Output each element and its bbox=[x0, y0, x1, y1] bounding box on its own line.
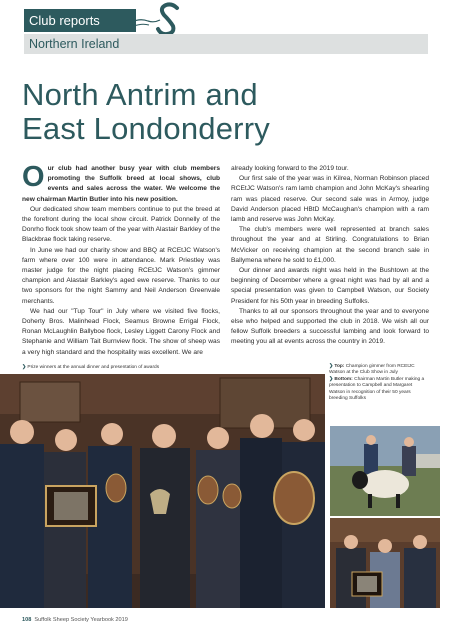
caption-top bbox=[329, 364, 429, 377]
caption-text: Prize winners at the annual dinner and presentation of awards bbox=[27, 365, 160, 370]
section-label-text: Club reports bbox=[29, 13, 100, 28]
page-number: 108 bbox=[22, 617, 32, 623]
caption-top-text: Champion gimmer from RCEtJC Watson at the Club Show in July bbox=[329, 364, 415, 376]
region-banner bbox=[24, 34, 428, 54]
paragraph: In June we had our charity show and BBQ at RCEtJC Watson's farm where over 100 were in attendance. Mark Priestley was master judge for the night placing RCEtJC Watson's gimmer champion and Alastair Barkley's aged ewe reserve. Thanks to our two sponsors for the night Sammy and Neil Anderson Greenvale merchants. bbox=[22, 246, 220, 305]
paragraph: Our dinner and awards night was held in the Bushtown at the beginning of December where a great night was had by all and a special presentation was given to Campbell Watson, our Society President for his 50th year in breeding Suffolks. bbox=[231, 267, 429, 305]
headline-line-1: North Antrim and bbox=[22, 77, 258, 112]
paragraph: Our dedicated show team members continue to put the breed at the forefront during the local show circuit. Patrick Donnelly of the Donrho flock took show team of the year with Alastair Barkley of the Blackbrae flock taking reserve. bbox=[22, 205, 220, 244]
page-footer bbox=[22, 617, 128, 623]
region-label: Northern Ireland bbox=[29, 37, 120, 51]
lead-text: ur club had another busy year with club members promoting the Suffolk breed at local shows, club events and sales across the water. We welcome the new chairman Martin Butler into his new position. bbox=[22, 165, 220, 203]
article-headline bbox=[22, 78, 432, 146]
presentation-photo bbox=[330, 518, 440, 608]
side-photos-caption bbox=[329, 364, 429, 402]
lead-paragraph bbox=[22, 161, 220, 205]
group-awards-photo bbox=[0, 374, 325, 608]
caption-bottom-label: Bottom: bbox=[334, 376, 353, 382]
article-column-left bbox=[22, 161, 220, 358]
champion-gimmer-photo bbox=[330, 426, 440, 516]
main-photo-caption bbox=[22, 365, 322, 371]
publication-name: Suffolk Sheep Society Yearbook 2019 bbox=[34, 617, 128, 623]
caption-bottom-text: Chairman Martin Butler making a presentation to Campbell and Margaret Watson in recognition of their 50 years breeding Suffolks bbox=[329, 376, 425, 402]
caption-top-label: Top: bbox=[334, 364, 345, 369]
paragraph: Our first sale of the year was in Kilrea, Norman Robinson placed RCEtJC Watson's ram lamb champion and John McKay's shearling ram was placed reserve. Our second sale was in Armoy, judge David Anderson placed HBtD McCaughan's champion with a ram lamb and reserve was John McKay. bbox=[231, 175, 429, 224]
caption-arrow-icon: ❯ bbox=[329, 376, 334, 382]
caption-arrow-icon: ❯ bbox=[22, 365, 27, 370]
drop-cap: O bbox=[22, 161, 45, 193]
headline-line-2: East Londonderry bbox=[22, 111, 270, 146]
paragraph: Thanks to all our sponsors throughout the year and to everyone else who helped and supported the club in 2018. We wish all our fellow Suffolk breeders a successful lambing and look forward to meeting you all at events across the country in 2019. bbox=[231, 307, 429, 346]
article-column-right bbox=[231, 164, 429, 348]
paragraph: already looking forward to the 2019 tour. bbox=[231, 165, 349, 172]
paragraph: We had our "Tup Tour" in July where we visited five flocks, Doherty Bros. Malinhead Flock, Seamus Browne Errigal Flock, Ronan McLaughlin Ballyboe flock, Lesley Liggett Carony Flock and Stephanie and William Tait Burnview flock. The show of sheep was a very high standard and the hospitality was excellent. We are bbox=[22, 307, 220, 356]
section-label bbox=[24, 9, 136, 32]
suffolk-s-logo-icon bbox=[130, 2, 186, 36]
paragraph: The club's members were well represented at branch sales throughout the year and at Stirling. Congratulations to Brian McVicker on receiving champion at the second branch sale in Ballymena where he sold to £1,000. bbox=[231, 226, 429, 264]
caption-arrow-icon: ❯ bbox=[329, 364, 334, 369]
caption-bottom bbox=[329, 377, 429, 403]
